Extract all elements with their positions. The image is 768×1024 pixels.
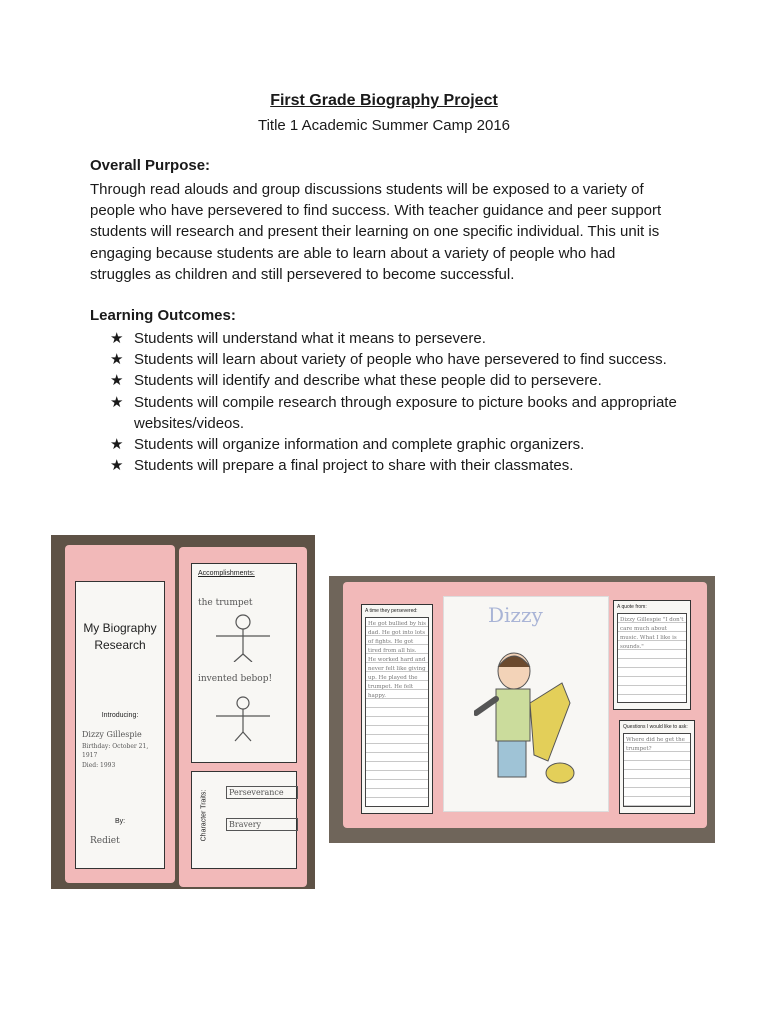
outcomes-heading: Learning Outcomes: bbox=[90, 307, 236, 324]
list-item bbox=[110, 392, 690, 434]
author-name: Rediet bbox=[90, 836, 120, 846]
drawing-sheet bbox=[443, 596, 609, 812]
purpose-heading: Overall Purpose: bbox=[90, 157, 211, 174]
list-item bbox=[110, 455, 690, 476]
trumpet-player-drawing bbox=[474, 643, 584, 803]
birth-info: Birthday: October 21, 1917 bbox=[82, 743, 149, 759]
right-bottom-label: Questions I would like to ask: bbox=[623, 724, 688, 730]
star-icon: ★ bbox=[110, 329, 124, 347]
document-title: First Grade Biography Project bbox=[270, 92, 498, 109]
outcome-text: Students will prepare a final project to share with their classmates. bbox=[134, 457, 574, 475]
death-info: Died: 1993 bbox=[82, 762, 116, 769]
subject-name: Dizzy Gillespie bbox=[82, 730, 142, 739]
outcomes-list bbox=[110, 328, 690, 476]
left-panel-sheet bbox=[361, 604, 433, 814]
stick-figure-drawing bbox=[210, 694, 276, 742]
star-icon: ★ bbox=[110, 392, 124, 411]
by-label: By: bbox=[114, 818, 126, 825]
biography-folder-photo bbox=[51, 535, 315, 889]
cover-title: My Biography Research bbox=[83, 621, 157, 652]
outcome-text: Students will compile research through exposure to picture books and appropriate websites/videos. bbox=[134, 393, 677, 432]
outcome-text: Students will understand what it means to persevere. bbox=[134, 330, 486, 347]
character-traits-sheet bbox=[191, 771, 297, 869]
outcome-text: Students will learn about variety of people who have persevered to find success. bbox=[134, 351, 667, 369]
accomplishments-label: Accomplishments: bbox=[198, 570, 255, 577]
star-icon: ★ bbox=[110, 456, 124, 475]
list-item bbox=[110, 370, 690, 391]
open-folder-photo bbox=[329, 576, 715, 843]
list-item bbox=[110, 328, 690, 349]
star-icon: ★ bbox=[110, 371, 124, 390]
star-icon: ★ bbox=[110, 350, 124, 369]
stick-figure-drawing bbox=[208, 612, 278, 662]
left-panel-label: A time they persevered: bbox=[365, 608, 418, 614]
drawing-title: Dizzy bbox=[488, 603, 543, 627]
accomplishment-1: the trumpet bbox=[198, 598, 253, 608]
traits-label: Character Traits: bbox=[200, 789, 208, 842]
introducing-label: Introducing: bbox=[101, 712, 139, 719]
quote-sheet bbox=[613, 600, 691, 710]
questions-sheet bbox=[619, 720, 695, 814]
document-subtitle: Title 1 Academic Summer Camp 2016 bbox=[257, 117, 511, 134]
star-icon: ★ bbox=[110, 435, 124, 454]
outcome-text: Students will identify and describe what these people did to persevere. bbox=[134, 372, 602, 390]
purpose-paragraph: Through read alouds and group discussions students will be exposed to a variety of people who have persevered to find success. With teacher guidance and peer support students will research and present their learning on one specific individual. This unit is engaging because students are able to learn about a variety of people who had struggles as children and still persevered to become successful. bbox=[90, 181, 662, 283]
right-top-text: Dizzy Gillespie "I don't care much about music. What I like is sounds." bbox=[620, 617, 684, 650]
trait-2: Bravery bbox=[226, 818, 298, 831]
list-item bbox=[110, 349, 690, 370]
right-bottom-text: Where did he get the trumpet? bbox=[626, 737, 685, 752]
left-panel-text: He got bullied by his dad. He got into lots of fights. He got tired from all his. He worked hard and never felt like giving up. He played the trumpet. He felt happy. bbox=[368, 621, 426, 699]
right-top-label: A quote from: bbox=[617, 604, 647, 610]
outcome-text: Students will organize information and complete graphic organizers. bbox=[134, 436, 585, 454]
cover-sheet bbox=[75, 581, 165, 869]
trait-1: Perseverance bbox=[226, 786, 298, 799]
accomplishments-sheet bbox=[191, 563, 297, 763]
list-item bbox=[110, 434, 690, 455]
accomplishment-2: invented bebop! bbox=[198, 674, 273, 684]
